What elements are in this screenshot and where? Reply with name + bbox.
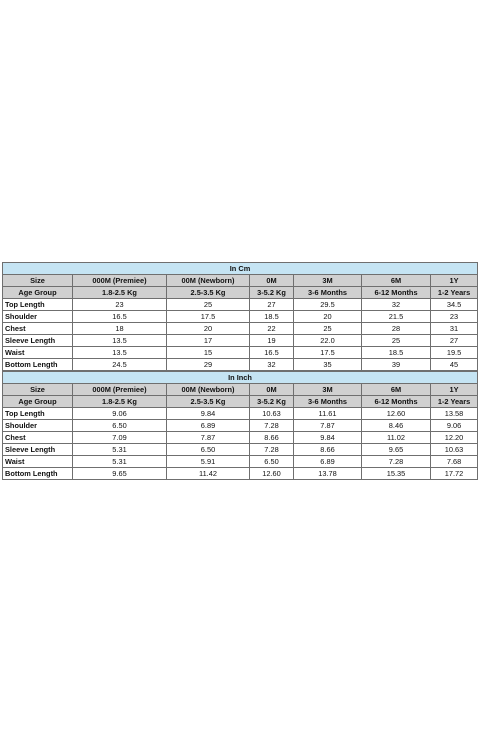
measurement-value: 10.63 [250,408,294,420]
measurement-value: 13.58 [431,408,478,420]
table-title-row [3,372,478,384]
table-row [3,456,478,468]
size-header-cell: 00M (Newborn) [167,384,250,396]
size-header-cell: 0M [250,275,294,287]
measurement-value: 45 [431,359,478,371]
measurement-value: 12.20 [431,432,478,444]
measurement-value: 11.61 [294,408,362,420]
measurement-value: 31 [431,323,478,335]
size-header-cell: 6M [362,275,431,287]
measurement-value: 22 [250,323,294,335]
measurement-label: Top Length [3,408,73,420]
age-group-cell: 3-6 Months [294,396,362,408]
measurement-value: 9.84 [294,432,362,444]
age-group-label: Age Group [3,396,73,408]
measurement-value: 7.28 [250,444,294,456]
measurement-value: 13.5 [73,347,167,359]
measurement-value: 27 [431,335,478,347]
size-label: Size [3,384,73,396]
measurement-value: 15 [167,347,250,359]
table-title-row [3,263,478,275]
measurement-label: Waist [3,347,73,359]
age-group-cell: 1.8-2.5 Kg [73,396,167,408]
age-group-cell: 1.8-2.5 Kg [73,287,167,299]
size-chart-cm-table [2,262,478,371]
measurement-label: Chest [3,323,73,335]
table-title: In Inch [3,372,478,384]
measurement-label: Waist [3,456,73,468]
age-group-cell: 3-5.2 Kg [250,396,294,408]
measurement-value: 17.5 [167,311,250,323]
measurement-label: Chest [3,432,73,444]
measurement-label: Sleeve Length [3,444,73,456]
measurement-value: 6.50 [73,420,167,432]
measurement-value: 12.60 [250,468,294,480]
measurement-value: 34.5 [431,299,478,311]
measurement-label: Shoulder [3,420,73,432]
size-header-cell: 0M [250,384,294,396]
age-group-cell: 1-2 Years [431,396,478,408]
measurement-value: 11.02 [362,432,431,444]
measurement-value: 7.09 [73,432,167,444]
measurement-value: 11.42 [167,468,250,480]
measurement-value: 9.06 [431,420,478,432]
measurement-value: 18.5 [250,311,294,323]
measurement-label: Bottom Length [3,468,73,480]
table-title: In Cm [3,263,478,275]
age-group-row [3,287,478,299]
size-header-cell: 6M [362,384,431,396]
age-group-cell: 2.5-3.5 Kg [167,287,250,299]
size-chart-inch-table [2,371,478,480]
measurement-value: 7.28 [250,420,294,432]
measurement-value: 39 [362,359,431,371]
measurement-value: 28 [362,323,431,335]
size-header-cell: 1Y [431,275,478,287]
table-row [3,335,478,347]
size-header-cell: 00M (Newborn) [167,275,250,287]
measurement-value: 17.5 [294,347,362,359]
measurement-value: 9.84 [167,408,250,420]
measurement-value: 19.5 [431,347,478,359]
measurement-value: 20 [294,311,362,323]
age-group-row [3,396,478,408]
measurement-value: 25 [362,335,431,347]
measurement-value: 8.66 [294,444,362,456]
measurement-value: 8.66 [250,432,294,444]
measurement-value: 10.63 [431,444,478,456]
age-group-cell: 3-5.2 Kg [250,287,294,299]
table-row [3,420,478,432]
measurement-value: 25 [294,323,362,335]
measurement-value: 16.5 [250,347,294,359]
measurement-value: 23 [431,311,478,323]
age-group-cell: 2.5-3.5 Kg [167,396,250,408]
size-label: Size [3,275,73,287]
age-group-cell: 1-2 Years [431,287,478,299]
table-row [3,323,478,335]
measurement-value: 18 [73,323,167,335]
size-header-row [3,384,478,396]
measurement-value: 35 [294,359,362,371]
size-header-cell: 000M (Premiee) [73,384,167,396]
table-row [3,359,478,371]
measurement-value: 18.5 [362,347,431,359]
measurement-value: 5.31 [73,456,167,468]
measurement-label: Shoulder [3,311,73,323]
measurement-value: 7.68 [431,456,478,468]
measurement-value: 8.46 [362,420,431,432]
measurement-value: 17 [167,335,250,347]
measurement-label: Sleeve Length [3,335,73,347]
measurement-value: 23 [73,299,167,311]
measurement-value: 9.06 [73,408,167,420]
measurement-value: 15.35 [362,468,431,480]
measurement-label: Top Length [3,299,73,311]
age-group-cell: 6-12 Months [362,287,431,299]
age-group-cell: 6-12 Months [362,396,431,408]
measurement-value: 7.87 [294,420,362,432]
age-group-cell: 3-6 Months [294,287,362,299]
measurement-value: 25 [167,299,250,311]
measurement-value: 17.72 [431,468,478,480]
measurement-value: 32 [362,299,431,311]
measurement-value: 9.65 [362,444,431,456]
measurement-value: 5.31 [73,444,167,456]
measurement-value: 7.28 [362,456,431,468]
measurement-value: 12.60 [362,408,431,420]
size-header-cell: 1Y [431,384,478,396]
measurement-value: 32 [250,359,294,371]
table-row [3,468,478,480]
table-row [3,444,478,456]
table-row [3,311,478,323]
size-header-cell: 3M [294,275,362,287]
measurement-value: 22.0 [294,335,362,347]
measurement-value: 6.50 [167,444,250,456]
measurement-value: 27 [250,299,294,311]
measurement-value: 29.5 [294,299,362,311]
table-row [3,432,478,444]
measurement-value: 6.50 [250,456,294,468]
measurement-value: 16.5 [73,311,167,323]
measurement-value: 24.5 [73,359,167,371]
measurement-value: 20 [167,323,250,335]
measurement-value: 21.5 [362,311,431,323]
size-header-cell: 3M [294,384,362,396]
age-group-label: Age Group [3,287,73,299]
measurement-value: 13.5 [73,335,167,347]
measurement-value: 9.65 [73,468,167,480]
table-row [3,408,478,420]
measurement-value: 19 [250,335,294,347]
measurement-value: 5.91 [167,456,250,468]
measurement-value: 29 [167,359,250,371]
table-row [3,347,478,359]
measurement-value: 13.78 [294,468,362,480]
table-row [3,299,478,311]
measurement-value: 6.89 [294,456,362,468]
size-header-cell: 000M (Premiee) [73,275,167,287]
measurement-label: Bottom Length [3,359,73,371]
size-header-row [3,275,478,287]
measurement-value: 7.87 [167,432,250,444]
measurement-value: 6.89 [167,420,250,432]
